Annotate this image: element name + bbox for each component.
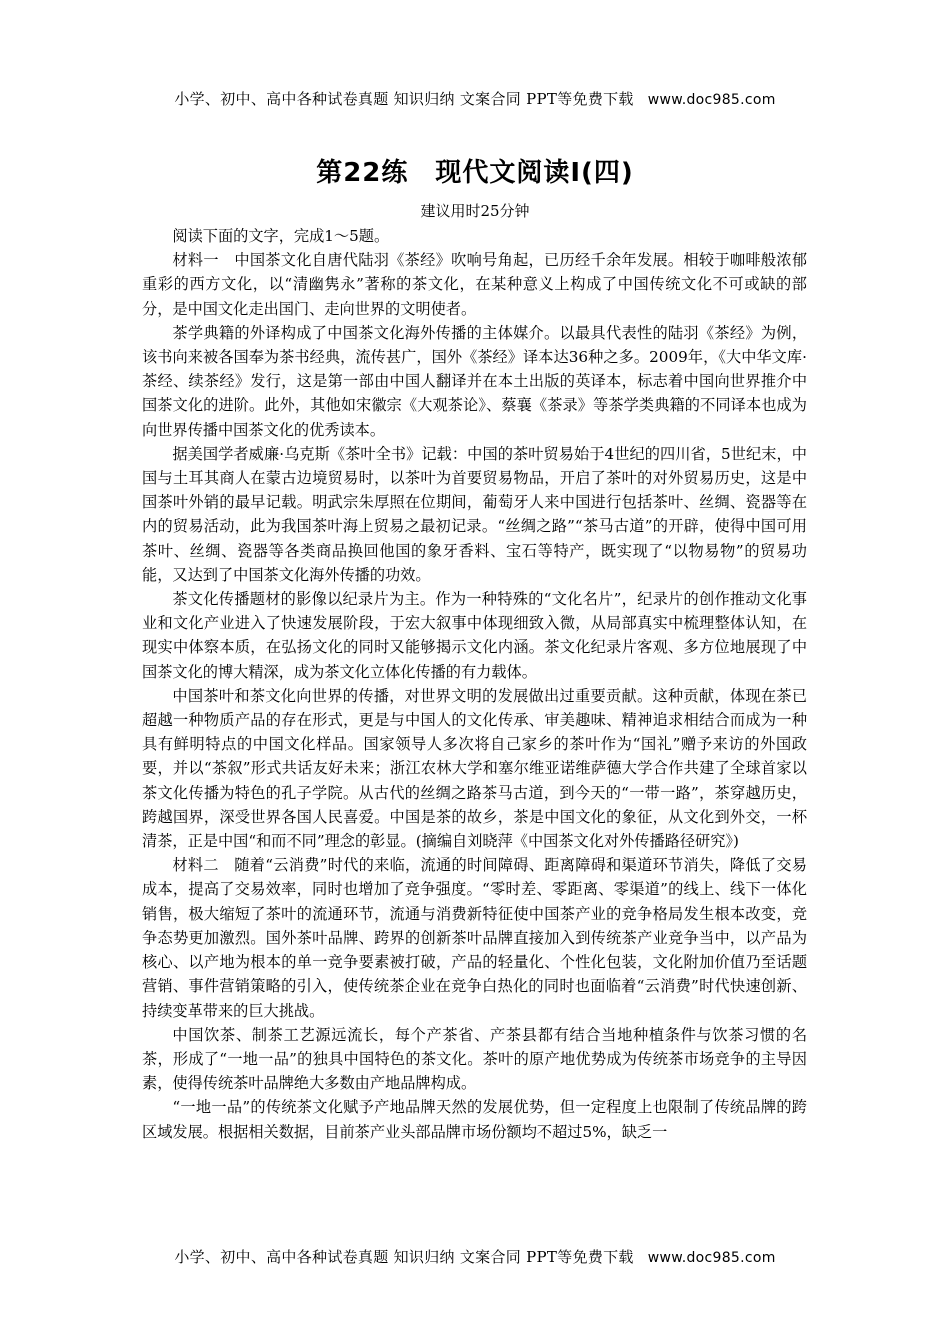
paragraph: 材料一 中国茶文化自唐代陆羽《茶经》吹响号角起，已历经千余年发展。相较于咖啡般浓郁重彩的西方文化，以“清幽隽永”著称的茶文化，在某种意义上构成了中国传统文化不可或缺的部分，是中国文化走出国门、走向世界的文明使者。 <box>142 251 807 318</box>
suggested-time: 建议用时25分钟 <box>420 202 530 220</box>
page-header <box>0 88 950 109</box>
paragraph: 茶学典籍的外译构成了中国茶文化海外传播的主体媒介。以最具代表性的陆羽《茶经》为例，该书向来被各国奉为茶书经典，流传甚广，国外《茶经》译本达36种之多。2009年，《大中华文库·茶经、续茶经》发行，这是第一部由中国人翻译并在本土出版的英译本，标志着中国向世界推介中国茶文化的进阶。此外，其他如宋徽宗《大观茶论》、蔡襄《茶录》等茶学类典籍的不同译本也成为向世界传播中国茶文化的优秀读本。 <box>142 323 807 439</box>
footer-url[interactable]: www.doc985.com <box>647 1250 776 1266</box>
article-body <box>142 224 807 1144</box>
paragraph: 茶文化传播题材的影像以纪录片为主。作为一种特殊的“文化名片”，纪录片的创作推动文化事业和文化产业进入了快速发展阶段，于宏大叙事中体现细致入微，从局部真实中梳理整体认知，在现实中体察本质，在弘扬文化的同时又能够揭示文化内涵。茶文化纪录片客观、多方位地展现了中国茶文化的博大精深，成为茶文化立体化传播的有力载体。 <box>142 590 807 681</box>
paragraph: 中国饮茶、制茶工艺源远流长，每个产茶省、产茶县都有结合当地种植条件与饮茶习惯的名茶，形成了“一地一品”的独具中国特色的茶文化。茶叶的原产地优势成为传统茶市场竞争的主导因素，使得传统茶叶品牌绝大多数由产地品牌构成。 <box>142 1025 807 1093</box>
paragraph: 中国茶叶和茶文化向世界的传播，对世界文明的发展做出过重要贡献。这种贡献，体现在茶已超越一种物质产品的存在形式，更是与中国人的文化传承、审美趣味、精神追求相结合而成为一种具有鲜明特点的中国文化样品。国家领导人多次将自己家乡的茶叶作为“国礼”赠予来访的外国政要，并以“茶叙”形式共话友好未来；浙江农林大学和塞尔维亚诺维萨德大学合作共建了全球首家以茶文化传播为特色的孔子学院。从古代的丝绸之路茶马古道，到今天的“一带一路”，茶穿越历史，跨越国界，深受世界各国人民喜爱。中国是茶的故乡，茶是中国文化的象征，从文化到外交，一杯清茶，正是中国“和而不同”理念的彰显。(摘编自刘晓萍《中国茶文化对外传播路径研究》) <box>142 686 807 851</box>
page-footer <box>0 1246 950 1267</box>
instruction-paragraph: 阅读下面的文字，完成1～5题。 <box>172 227 390 245</box>
header-text: 小学、初中、高中各种试卷真题 知识归纳 文案合同 PPT等免费下载 <box>174 90 634 108</box>
page-title: 第22练 现代文阅读Ⅰ(四) <box>316 158 634 188</box>
header-url[interactable]: www.doc985.com <box>647 92 776 108</box>
paragraph: 材料二 随着“云消费”时代的来临，流通的时间障碍、距离障碍和渠道环节消失，降低了交易成本，提高了交易效率，同时也增加了竞争强度。“零时差、零距离、零渠道”的线上、线下一体化销售，极大缩短了茶叶的流通环节，流通与消费新特征使中国茶产业的竞争格局发生根本改变，竞争态势更加激烈。国外茶叶品牌、跨界的创新茶叶品牌直接加入到传统茶产业竞争当中，以产品为核心、以产地为根本的单一竞争要素被打破，产品的轻量化、个性化包装，文化附加价值乃至话题营销、事件营销策略的引入，使传统茶企业在竞争白热化的同时也面临着“云消费”时代快速创新、持续变革带来的巨大挑战。 <box>142 856 807 1020</box>
paragraph: “一地一品”的传统茶文化赋予产地品牌天然的发展优势，但一定程度上也限制了传统品牌的跨区域发展。根据相关数据，目前茶产业头部品牌市场份额均不超过5%，缺乏一 <box>142 1098 807 1141</box>
paragraph: 据美国学者威廉·乌克斯《茶叶全书》记载：中国的茶叶贸易始于4世纪的四川省，5世纪末，中国与土耳其商人在蒙古边境贸易时，以茶叶为首要贸易物品，开启了茶叶的对外贸易历史，这是中国茶叶外销的最早记载。明武宗朱厚照在位期间，葡萄牙人来中国进行包括茶叶、丝绸、瓷器等在内的贸易活动，此为我国茶叶海上贸易之最初记录。“丝绸之路”“茶马古道”的开辟，使得中国可用茶叶、丝绸、瓷器等各类商品换回他国的象牙香料、宝石等特产，既实现了“以物易物”的贸易功能，又达到了中国茶文化海外传播的功效。 <box>142 444 807 584</box>
footer-text: 小学、初中、高中各种试卷真题 知识归纳 文案合同 PPT等免费下载 <box>174 1248 634 1266</box>
